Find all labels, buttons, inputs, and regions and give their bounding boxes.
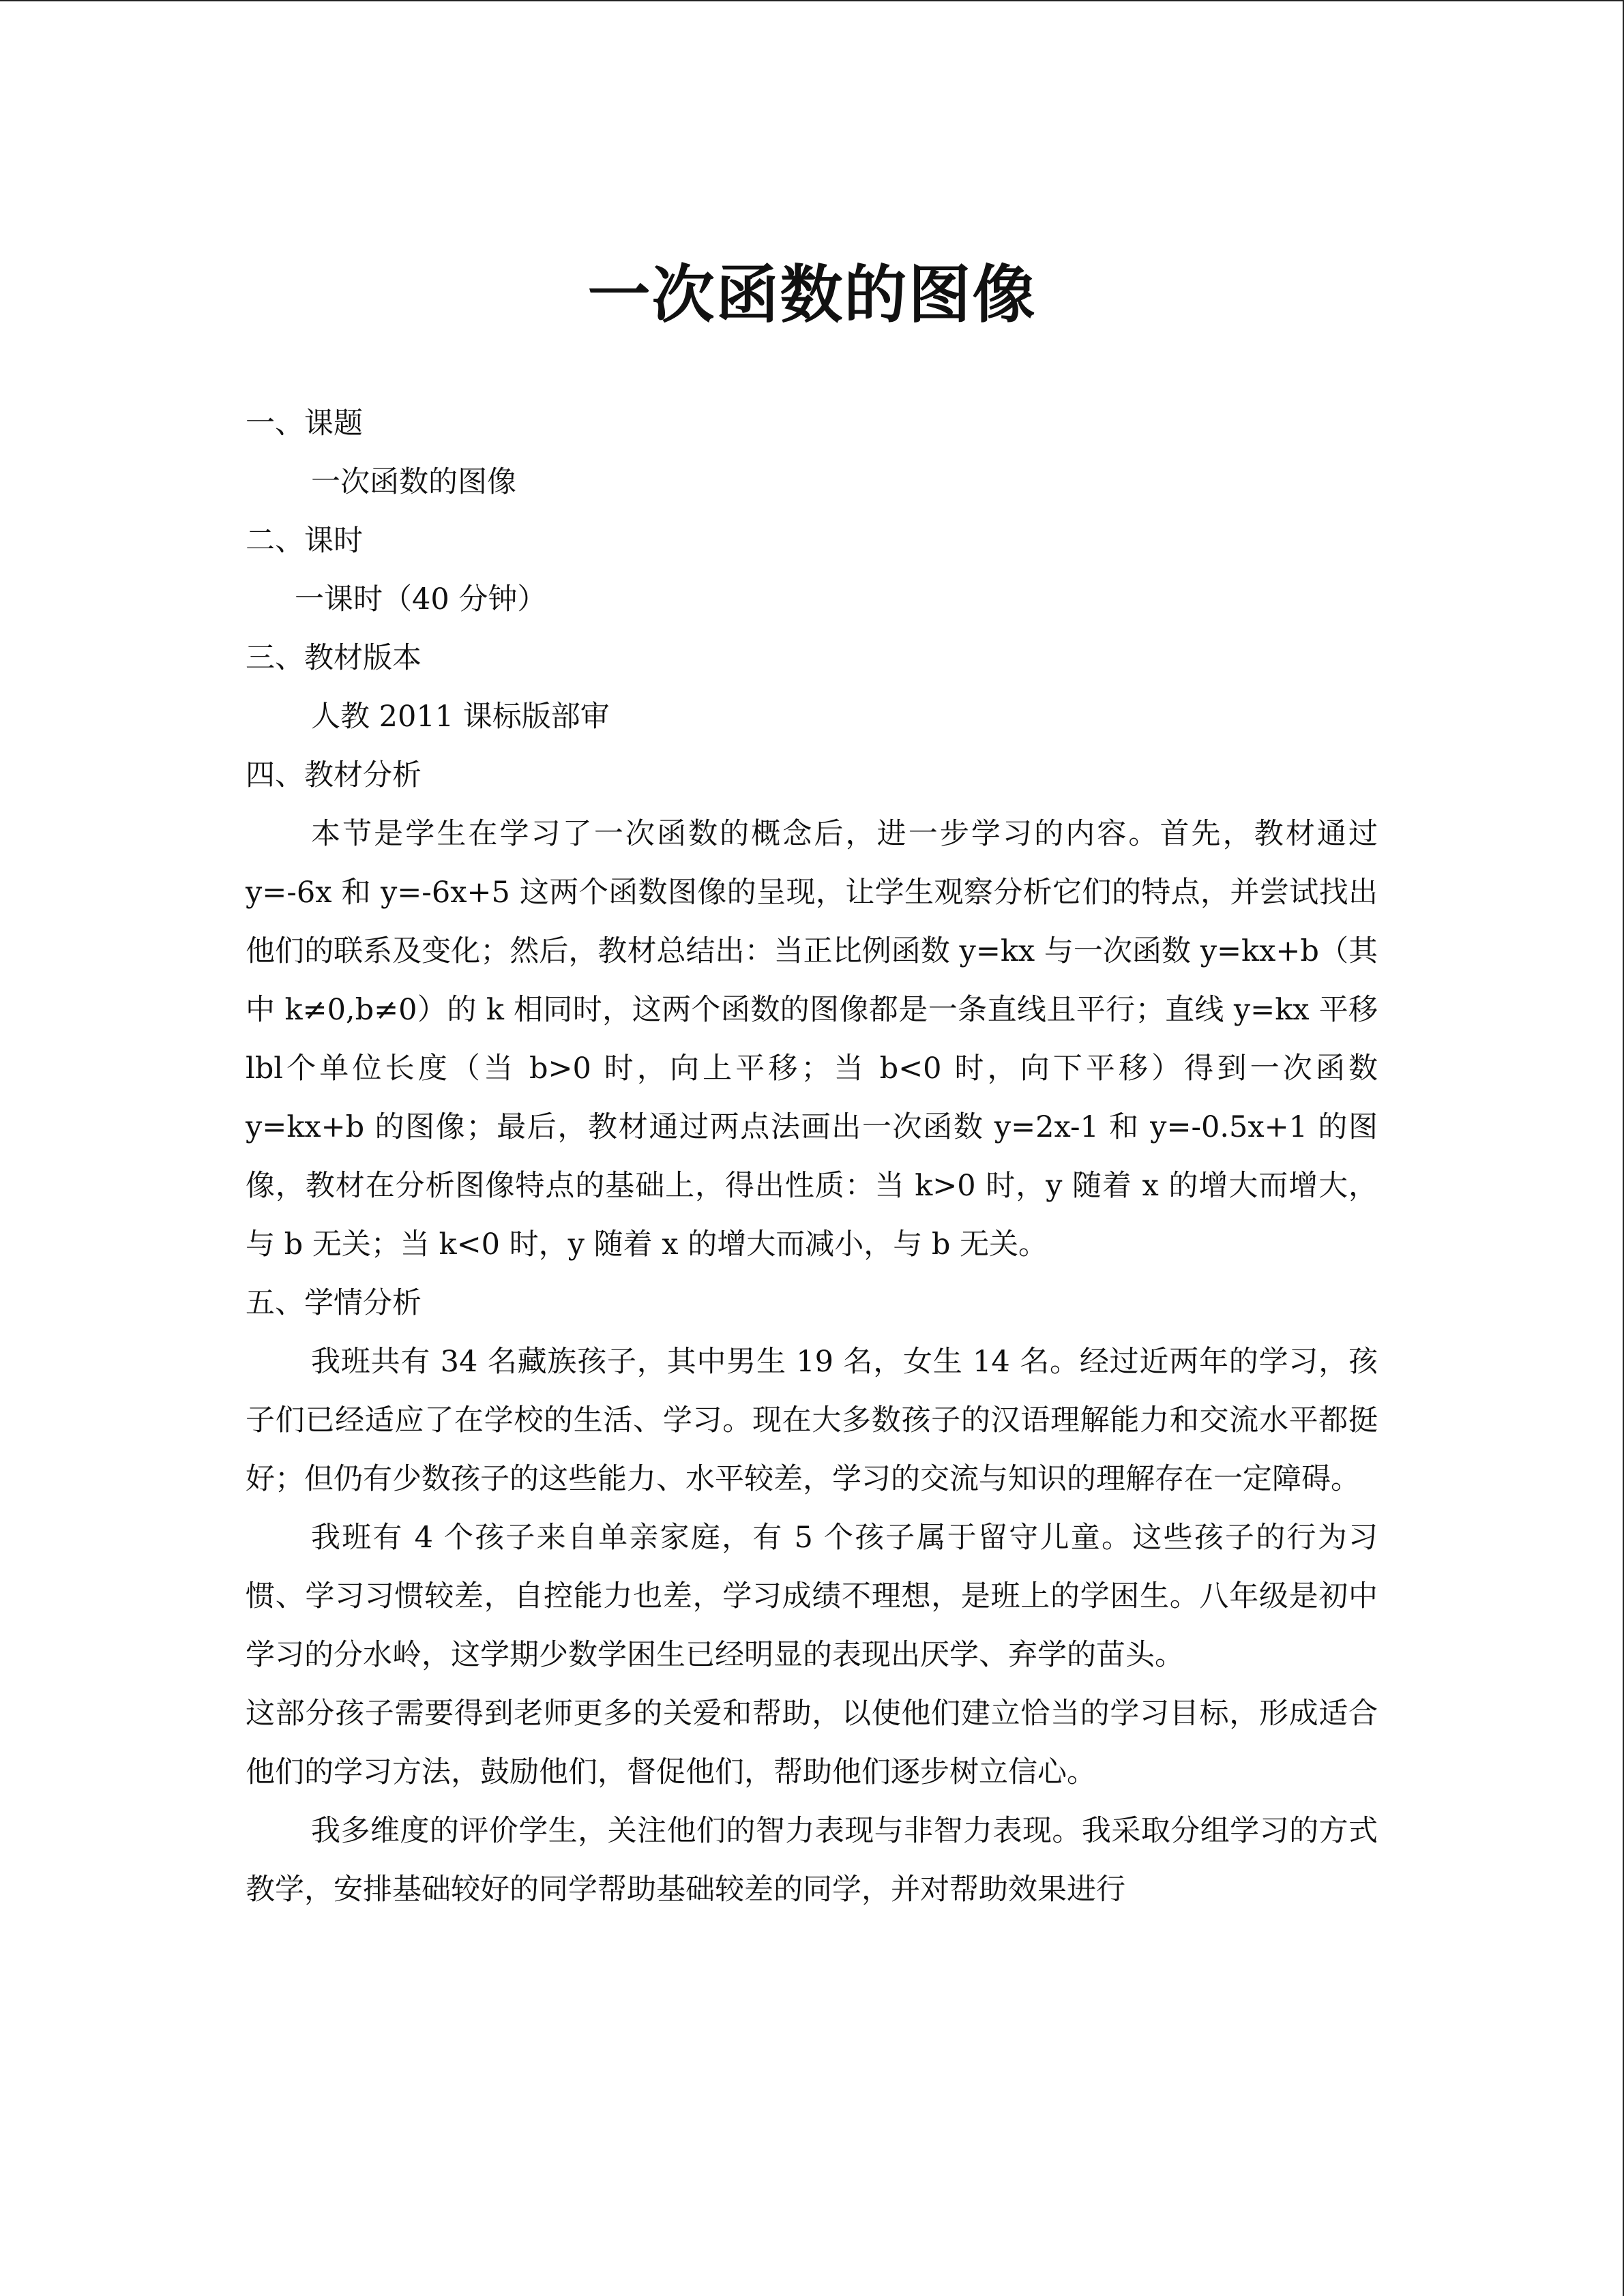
section-heading-edition: 三、教材版本: [246, 641, 422, 675]
section-heading-textbook-analysis: 四、教材分析: [246, 758, 422, 792]
topic-value: 一次函数的图像: [311, 465, 516, 499]
hours-value: 一课时（40 分钟）: [295, 582, 547, 616]
section-heading-student-analysis: 五、学情分析: [246, 1286, 422, 1320]
section-heading-topic: 一、课题: [246, 406, 363, 441]
student-analysis-paragraph-4: 我多维度的评价学生，关注他们的智力表现与非智力表现。我采取分组学习的方式教学，安排基础较好的同学帮助基础较差的同学，并对帮助效果进行: [246, 1814, 1378, 1907]
document-body: [246, 394, 1378, 1919]
edition-value: 人教 2011 课标版部审: [311, 700, 610, 734]
document-title: 一次函数的图像: [587, 258, 1037, 331]
student-analysis-paragraph-2: 我班有 4 个孩子来自单亲家庭，有 5 个孩子属于留守儿童。这些孩子的行为习惯、学习习惯较差，自控能力也差，学习成绩不理想，是班上的学困生。八年级是初中学习的分水岭，这学期少数学困生已经明显的表现出厌学、弃学的苗头。: [246, 1521, 1378, 1672]
textbook-analysis-paragraph: 本节是学生在学习了一次函数的概念后，进一步学习的内容。首先，教材通过 y=-6x 和 y=-6x+5 这两个函数图像的呈现，让学生观察分析它们的特点，并尝试找出他们的联系及变化；然后，教材总结出：当正比例函数 y=kx 与一次函数 y=kx+b（其中 k≠0,b≠0）的 k 相同时，这两个函数的图像都是一条直线且平行；直线 y=kx 平移lbl个单位长度（当 b>0 时，向上平移；当 b<0 时，向下平移）得到一次函数 y=kx+b 的图像；最后，教材通过两点法画出一次函数 y=2x-1 和 y=-0.5x+1 的图像，教材在分析图像特点的基础上，得出性质：当 k>0 时，y 随着 x 的增大而增大，与 b 无关；当 k<0 时，y 随着 x 的增大而减小，与 b 无关。: [246, 817, 1378, 1262]
section-heading-hours: 二、课时: [246, 524, 363, 558]
student-analysis-paragraph-1: 我班共有 34 名藏族孩子，其中男生 19 名，女生 14 名。经过近两年的学习，孩子们已经适应了在学校的生活、学习。现在大多数孩子的汉语理解能力和交流水平都挺好；但仍有少数孩子的这些能力、水平较差，学习的交流与知识的理解存在一定障碍。: [246, 1345, 1378, 1496]
student-analysis-paragraph-3: 这部分孩子需要得到老师更多的关爱和帮助，以使他们建立恰当的学习目标，形成适合他们的学习方法，鼓励他们，督促他们，帮助他们逐步树立信心。: [246, 1697, 1378, 1789]
